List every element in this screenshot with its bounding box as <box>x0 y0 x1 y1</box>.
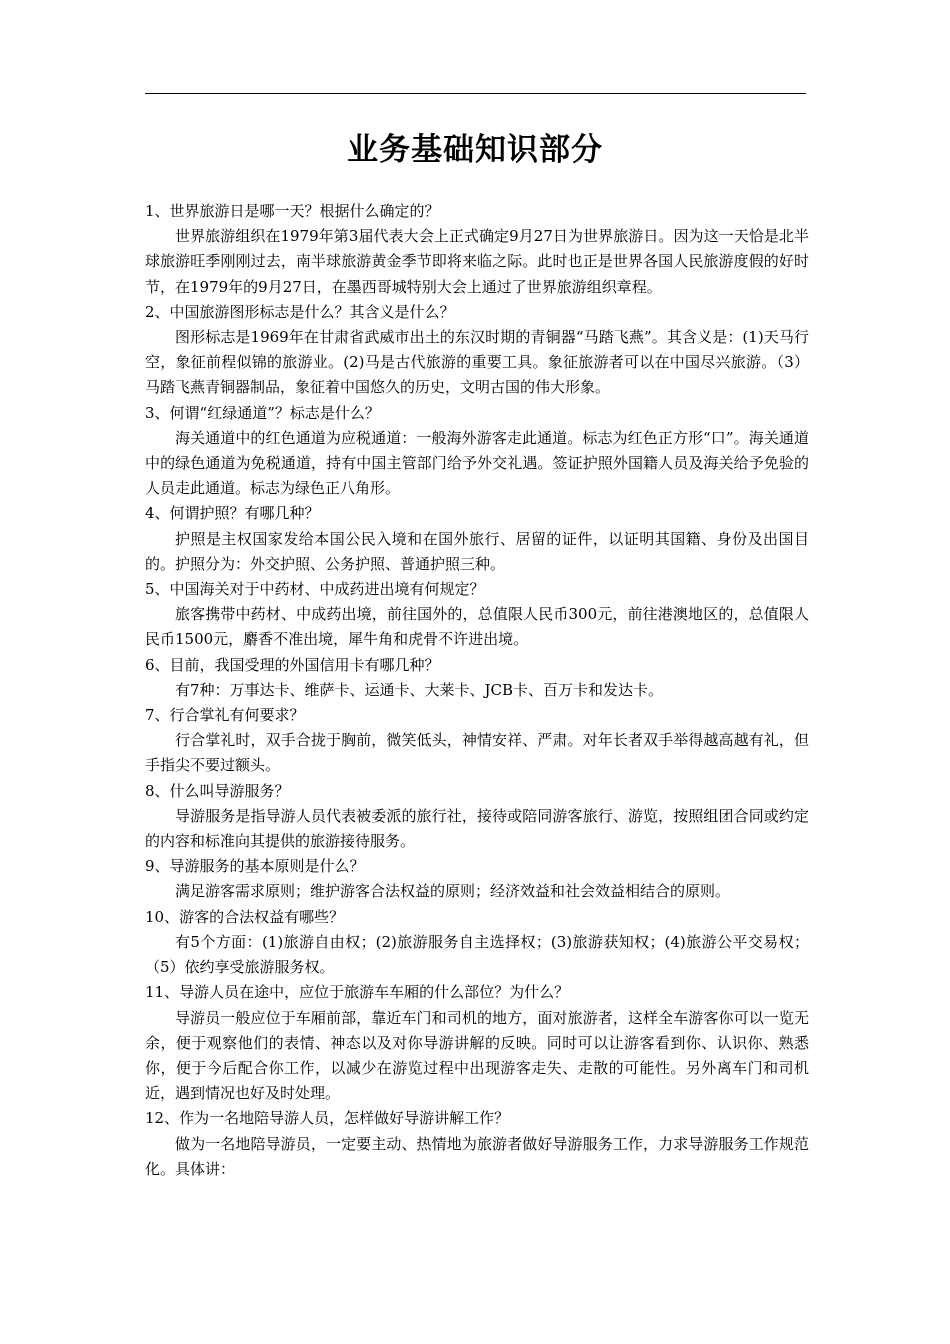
question-11: 11、导游人员在途中，应位于旅游车车厢的什么部位？为什么？ <box>145 983 570 1002</box>
header-rule <box>145 93 806 94</box>
question-4: 4、何谓护照？有哪几种？ <box>145 504 320 523</box>
answer-10: 有5个方面：(1)旅游自由权；(2)旅游服务自主选择权；(3)旅游获知权；(4)旅游公平交易权；（5）依约享受旅游服务权。 <box>145 932 809 977</box>
answer-8: 导游服务是指导游人员代表被委派的旅行社，接待或陪同游客旅行、游览，按照组团合同或约定的内容和标准向其提供的旅游接待服务。 <box>145 806 809 851</box>
question-7: 7、行合掌礼有何要求？ <box>145 706 305 725</box>
answer-12: 做为一名地陪导游员，一定要主动、热情地为旅游者做好导游服务工作，力求导游服务工作规范化。具体讲： <box>145 1134 809 1178</box>
question-5: 5、中国海关对于中药材、中成药进出境有何规定？ <box>145 580 485 599</box>
answer-11: 导游员一般应位于车厢前部，靠近车门和司机的地方，面对旅游者，这样全车游客你可以一览无余，便于观察他们的表情、神态以及对你导游讲解的反映。同时可以让游客看到你、认识你、熟悉你，便于今后配合你工作，以减少在游览过程中出现游客走失、走散的可能性。另外离车门和司机近，遇到情况也好及时处理。 <box>145 1008 809 1103</box>
question-10: 10、游客的合法权益有哪些？ <box>145 907 345 926</box>
question-1: 1、世界旅游日是哪一天？根据什么确定的？ <box>145 202 440 220</box>
answer-2: 图形标志是1969年在甘肃省武威市出土的东汉时期的青铜器“马踏飞燕”。其含义是：(1)天马行空，象征前程似锦的旅游业。(2)马是古代旅游的重要工具。象征旅游者可以在中国尽兴旅游。（3）马踏飞燕青铜器制品，象征着中国悠久的历史，文明古国的伟大形象。 <box>145 328 809 397</box>
answer-1: 世界旅游组织在1979年第3届代表大会上正式确定9月27日为世界旅游日。因为这一天恰是北半球旅游旺季刚刚过去，南半球旅游黄金季节即将来临之际。此时也正是世界各国人民旅游度假的好时节，在1979年的9月27日，在墨西哥城特别大会上通过了世界旅游组织章程。 <box>145 227 809 296</box>
answer-5: 旅客携带中药材、中成药出境，前往国外的，总值限人民币300元，前往港澳地区的，总值限人民币1500元，麝香不准出境，犀牛角和虎骨不许进出境。 <box>145 605 809 649</box>
answer-9: 满足游客需求原则；维护游客合法权益的原则；经济效益和社会效益相结合的原则。 <box>175 882 731 901</box>
page-title: 业务基础知识部分 <box>347 132 603 168</box>
question-2: 2、中国旅游图形标志是什么？其含义是什么？ <box>145 302 455 321</box>
qa-content <box>145 199 809 1182</box>
question-6: 6、目前，我国受理的外国信用卡有哪几种？ <box>145 655 440 674</box>
answer-3: 海关通道中的红色通道为应税通道：一般海外游客走此通道。标志为红色正方形“口”。海关通道中的绿色通道为免税通道，持有中国主管部门给予外交礼遇。签证护照外国籍人员及海关给予免验的人员走此通道。标志为绿色正八角形。 <box>145 428 809 498</box>
question-9: 9、导游服务的基本原则是什么？ <box>145 857 365 876</box>
answer-4: 护照是主权国家发给本国公民入境和在国外旅行、居留的证件，以证明其国籍、身份及出国目的。护照分为：外交护照、公务护照、普通护照三种。 <box>145 529 809 573</box>
question-3: 3、何谓“红绿通道”？标志是什么？ <box>145 403 380 422</box>
question-12: 12、作为一名地陪导游人员，怎样做好导游讲解工作？ <box>145 1109 510 1128</box>
answer-7: 行合掌礼时，双手合拢于胸前，微笑低头，神情安祥、严肃。对年长者双手举得越高越有礼，但手指尖不要过额头。 <box>145 731 809 775</box>
answer-6: 有7种：万事达卡、维萨卡、运通卡、大莱卡、JCB卡、百万卡和发达卡。 <box>175 680 664 699</box>
question-8: 8、什么叫导游服务？ <box>145 781 290 800</box>
